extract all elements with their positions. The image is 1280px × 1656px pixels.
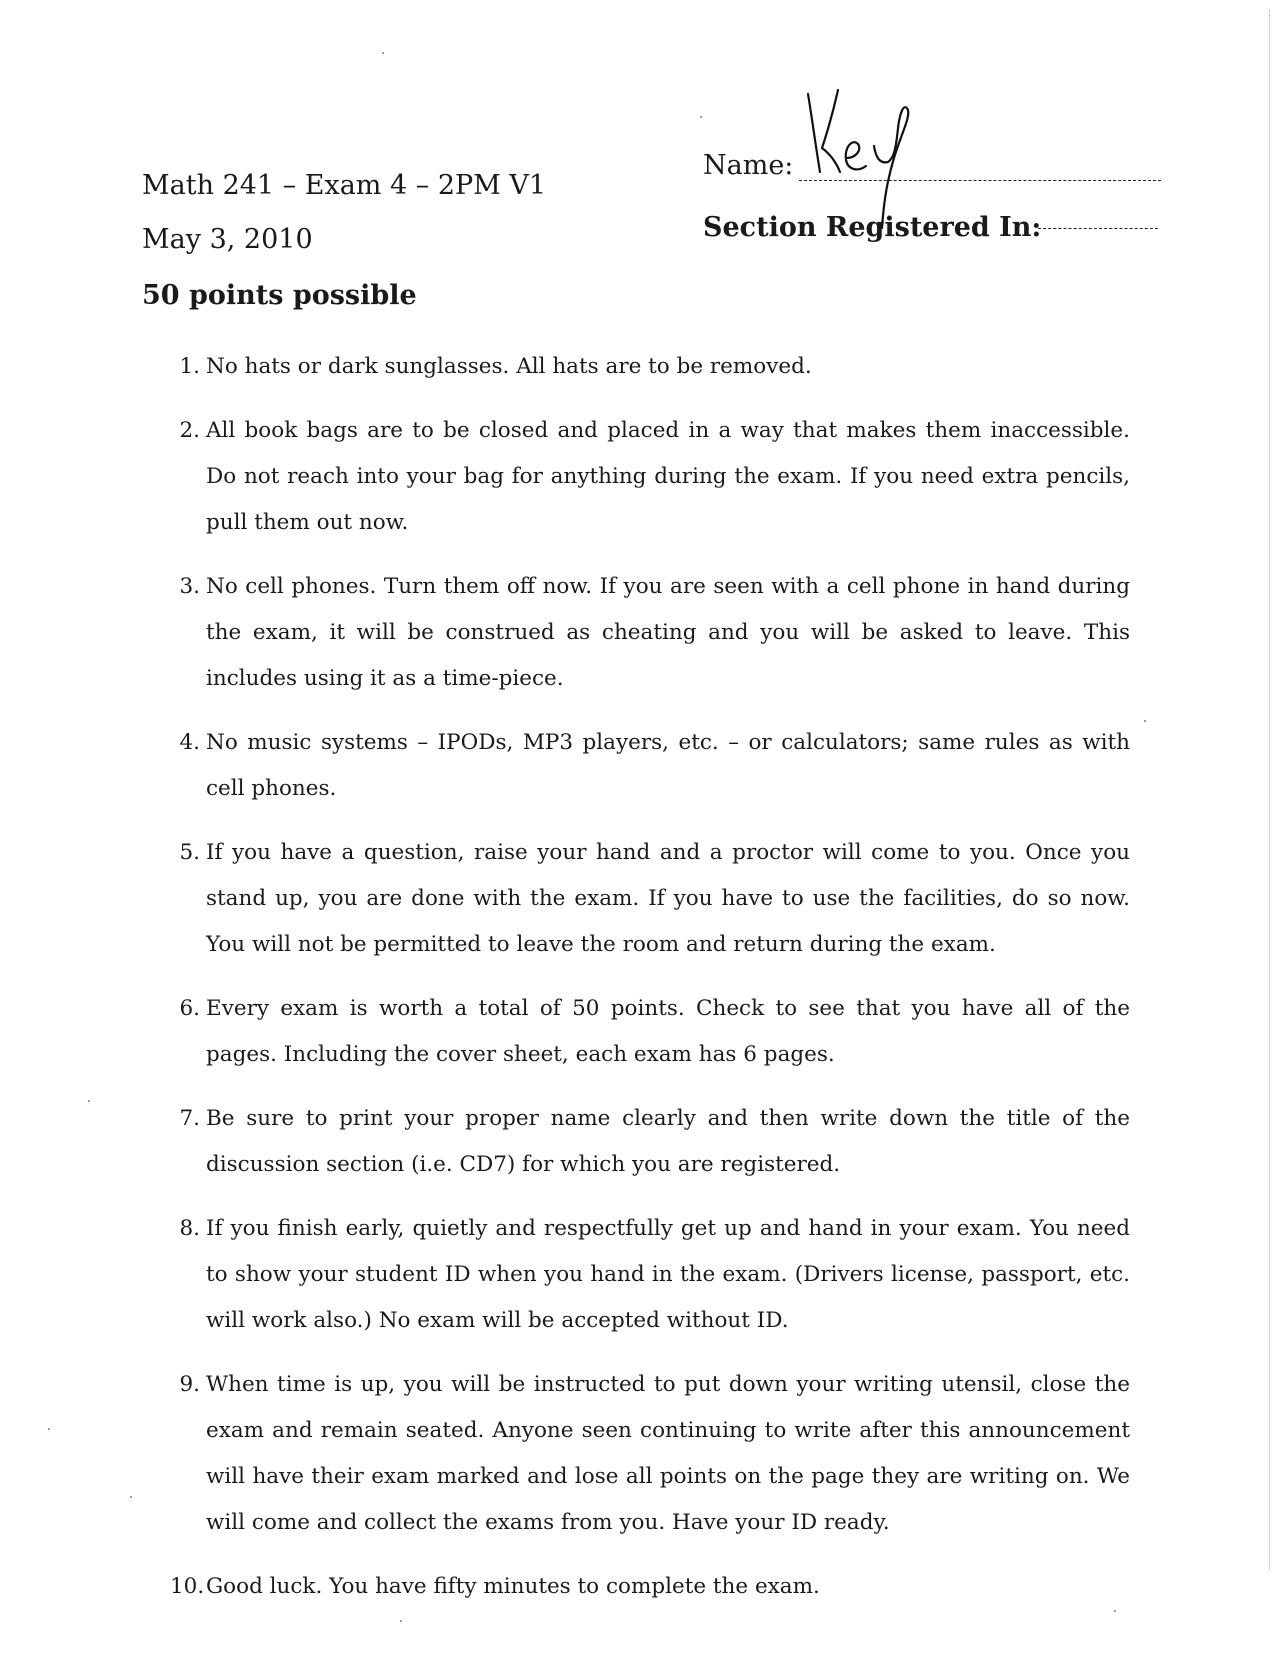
scan-speck — [1144, 720, 1146, 722]
rule-number: 7. — [179, 1106, 200, 1131]
rule-text: Be sure to print your proper name clearly and then write down the title of the discussion section (i.e. CD7) for which you are registered. — [206, 1106, 1130, 1177]
rule-number: 4. — [179, 730, 200, 755]
rule-text: When time is up, you will be instructed to put down your writing utensil, close the exam and remain seated. Anyone seen continuing to write after this announcement will have their exam marked and lose all points on the page they are writing on. We will come and collect the exams from you. Have your ID ready. — [206, 1372, 1130, 1535]
rule-text: Every exam is worth a total of 50 points. Check to see that you have all of the pages. Including the cover sheet, each exam has 6 pages. — [206, 996, 1130, 1067]
signature-stroke-k-stem — [808, 94, 820, 172]
rule-item — [170, 1362, 1130, 1546]
rule-number: 9. — [179, 1372, 200, 1397]
rule-item — [170, 1206, 1130, 1344]
handwritten-key-signature — [800, 88, 960, 238]
rule-text: Good luck. You have fifty minutes to complete the exam. — [206, 1574, 820, 1599]
rule-text: No hats or dark sunglasses. All hats are to be removed. — [206, 354, 812, 379]
rule-number: 8. — [179, 1216, 200, 1241]
rule-item — [170, 830, 1130, 968]
rule-item — [170, 1096, 1130, 1188]
exam-date: May 3, 2010 — [142, 224, 313, 255]
rule-number: 2. — [179, 418, 200, 443]
signature-stroke-y — [874, 107, 908, 228]
rule-text: No cell phones. Turn them off now. If you are seen with a cell phone in hand during the exam, it will be construed as cheating and you will be asked to leave. This includes using it as a time-piece. — [206, 574, 1130, 691]
rule-text: If you have a question, raise your hand and a proctor will come to you. Once you stand up, you are done with the exam. If you have to use the facilities, do so now. You will not be permitted to leave the room and return during the exam. — [206, 840, 1130, 957]
course-title: Math 241 – Exam 4 – 2PM V1 — [142, 170, 547, 201]
scan-speck — [700, 116, 702, 118]
section-label: Section Registered In: — [703, 212, 1042, 243]
rule-number: 10. — [170, 1574, 205, 1599]
rule-item — [170, 720, 1130, 812]
rule-text: No music systems – IPODs, MP3 players, etc. – or calculators; same rules as with cell phones. — [206, 730, 1130, 801]
rule-item — [170, 564, 1130, 702]
section-field[interactable] — [1038, 228, 1158, 229]
scan-edge-marks — [1267, 10, 1270, 1570]
scan-speck — [88, 1100, 90, 1102]
rule-number: 1. — [179, 354, 200, 379]
rule-number: 5. — [179, 840, 200, 865]
rule-item — [170, 408, 1130, 546]
scan-speck — [130, 1496, 132, 1498]
name-label: Name: — [703, 150, 794, 181]
rule-number: 6. — [179, 996, 200, 1021]
scan-speck — [382, 52, 384, 54]
scan-speck — [48, 1428, 50, 1430]
rule-text: If you finish early, quietly and respectfully get up and hand in your exam. You need to show your student ID when you hand in the exam. (Drivers license, passport, etc. will work also.) No exam will be accepted without ID. — [206, 1216, 1130, 1333]
signature-stroke-k-arm — [822, 90, 840, 172]
rule-text: All book bags are to be closed and placed in a way that makes them inaccessible. Do not reach into your bag for anything during the exam. If you need extra pencils, pull them out now. — [206, 418, 1130, 535]
rule-number: 3. — [179, 574, 200, 599]
exam-rules-list — [170, 344, 1130, 1628]
rule-item — [170, 1564, 1130, 1610]
rule-item — [170, 344, 1130, 390]
rule-item — [170, 986, 1130, 1078]
scan-speck — [1114, 1610, 1116, 1612]
scan-speck — [400, 1620, 402, 1622]
points-possible: 50 points possible — [142, 280, 417, 311]
signature-stroke-e — [846, 142, 866, 169]
